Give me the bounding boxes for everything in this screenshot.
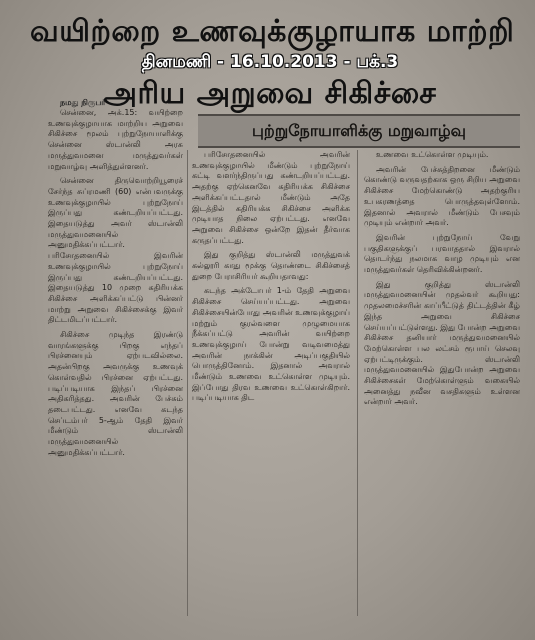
paragraph: இவரின் புற்றுநோய் வேறு பகுதிகளுக்குப் பரவாததால் இவரால் தொடர்ந்து நலமாக வாழ முடியும் என மருத்துவர்கள் தெரிவிக்கின்றனர். (364, 232, 520, 275)
article-column-3 (364, 150, 520, 616)
subheading: புற்றுநோயாளிக்கு மறுவாழ்வு (252, 120, 466, 140)
headline-line-2: அரிய அறுவை சிகிச்சை (103, 76, 437, 111)
byline: நமது நிருபர் (60, 98, 106, 107)
paragraph: சென்னை, அக்.15: வயிற்றை உணவுக்குழாயாக மாற்றிய அறுவை சிகிச்சை மூலம் புற்றுநோயாளிக்கு சென்னை ஸ்டான்லி அரசு மருத்துவமனை மருத்துவர்கள் மறுவாழ்வு அளித்துள்ளனர். (48, 108, 183, 171)
paragraph: சிகிச்சை முடிந்த இரண்டு வாரங்களுக்கு பிறகு எந்தப் பிரச்னையும் ஏற்படவில்லை. அதன்பிறகு அவருக்கு உணவுக் கொள்வதில் பிரச்னை ஏற்பட்டது. படிப்படியாக இந்தப் பிரச்னை அதிகரித்தது. அவரின் பேச்சும் தடைபட்டது. எனவே கடந்த செப்டம்பர் 5-ஆம் தேதி இவர் மீண்டும் ஸ்டான்லி மருத்துவமனையில் அனுமதிக்கப்பட்டார். (48, 330, 183, 457)
article-column-2 (192, 150, 350, 616)
paragraph: பரிசோதனையில் அவரின் உணவுக்குழாயில் மீண்டும் புற்றுநோய் கட்டி வளர்ந்திருப்பது கண்டறியப்பட்டது. அதற்கு ஏற்கெனவே கதிரியக்க சிகிச்சை அளிக்கப்பட்டதால் மீண்டும் அதே இடத்தில் கதிரியக்க சிகிச்சை அளிக்க முடியாத நிலை ஏற்பட்டது. எனவே அறுவை சிகிச்சை ஒன்றே இதன் தீர்வாக கருதப்பட்டது. (192, 150, 350, 245)
paragraph: அவரின் பேச்சுத்திறனை மீண்டும் கொண்டு வருவதற்காக ஒரு சிறிய அறுவை சிகிச்சை மேற்கொண்டு அதற்குரிய உபகரணத்தை பொருத்தவுள்ளோம். இதனால் அவரால் மீண்டும் பேசவும் முடியும் என்றார் அவர். (364, 164, 520, 228)
headline-line-1: வயிற்றை உணவுக்குழாயாக மாற்றி (30, 14, 515, 49)
article-column-1 (48, 108, 183, 618)
paragraph: இது குறித்து ஸ்டான்லி மருத்துவமனையின் முதல்வர் கூறியது: முதலமைச்சரின் காப்பீட்டுத் திட்டத்தின் கீழ் இந்த அறுவை சிகிச்சை செய்யப்பட்டுள்ளது. இது போன்ற அறுவை சிகிச்சை தனியார் மருத்துவமனையில் மேற்கொள்ள பல லட்சம் ரூபாய் செலவு ஏற்பட்டிருக்கும். ஸ்டான்லி மருத்துவமனையில் இதுபோன்ற அறுவை சிகிச்சைகள் மேற்கொள்ளும் வகையில் அனைத்து நவீன வசதிகளும் உள்ளன என்றார் அவர். (364, 279, 520, 407)
paragraph: இது குறித்து ஸ்டான்லி மருத்துவக் கல்லூரி காது மூக்கு தொண்டை சிகிச்சைத் துறை பேராசிரியர் கூறியதாவது: (192, 250, 350, 281)
column-divider (187, 150, 188, 616)
paragraph: கடந்த அக்டோபர் 1-ம் தேதி அறுவை சிகிச்சை செய்யப்பட்டது. அறுவை சிகிச்சையின்போது அவரின் உணவுக்குழாய் மற்றும் குரல்வளை முழுமையாக நீக்கப்பட்டு அவரின் வயிற்றை உணவுக்குழாய் போன்று வடிவமைத்து அவரின் நாக்கின் அடிப்பகுதியில் பொருத்தினோம். இதனால் அவரால் மீண்டும் உணவை உட்கொள்ள முடியும். இப்போது திரவ உணவை உட்கொள்கிறார். படிப்படியாக திட (192, 286, 350, 403)
column-divider (357, 150, 358, 616)
paragraph: உணவை உட்கொள்ள முடியும். (376, 150, 489, 159)
subheading-box (198, 114, 520, 148)
paragraph: சென்னை திருவொற்றியூரைச் சேர்ந்த சுப்ரமணி (60) என்பவருக்கு உணவுக்குழாயில் புற்றுநோய் இருப்பது கண்டறியப்பட்டது. இதையடுத்து அவர் ஸ்டான்லி மருத்துவமனையில் அனுமதிக்கப்பட்டார். பரிசோதனையில் இவரின் உணவுக்குழாயில் புற்றுநோய் இருப்பது கண்டறியப்பட்டது. இதையடுத்து 10 முறை கதிரியக்க சிகிச்சை அளிக்கப்பட்டு பின்னர் மாற்று அறுவை சிகிச்சைக்கு இவர் திட்டமிடப்பட்டார். (48, 176, 183, 325)
dateline: தினமணி - 16.10.2013 - பக்.3 (141, 52, 399, 72)
